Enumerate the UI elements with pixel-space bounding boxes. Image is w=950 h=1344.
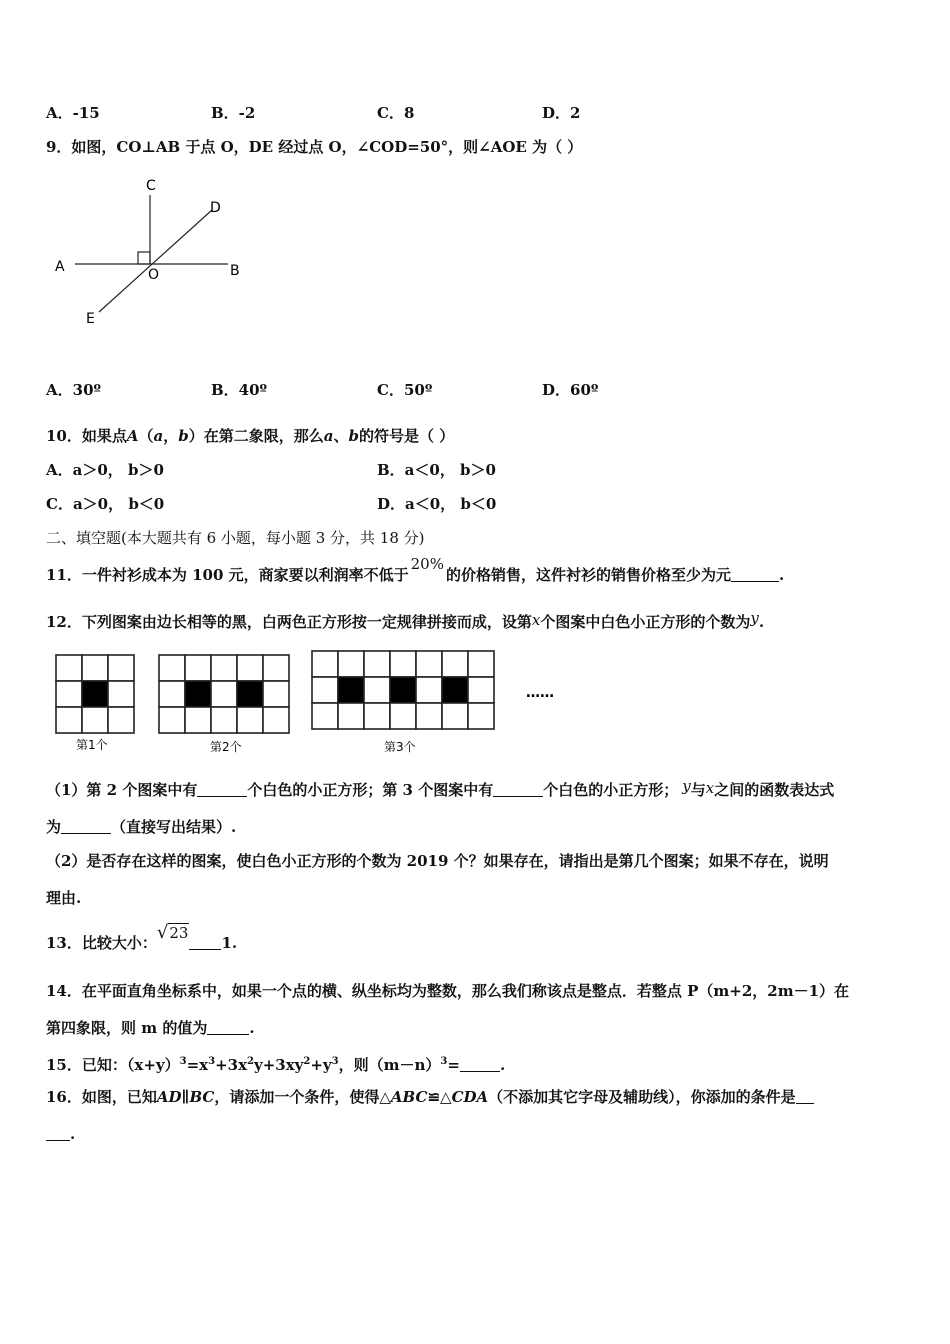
q14-blank	[207, 1020, 249, 1035]
black-square	[82, 681, 108, 707]
white-square	[390, 703, 416, 729]
white-square	[338, 651, 364, 677]
q8-option-c: C．8	[377, 104, 415, 122]
q16-line2: .	[46, 1124, 75, 1144]
q9-stem: 9．如图，CO⊥AB 于点 O，DE 经过点 O，∠COD=50°，则∠AOE 为（ ）	[46, 138, 583, 156]
black-square	[338, 677, 364, 703]
white-square	[263, 681, 289, 707]
white-square	[185, 707, 211, 733]
q14-line1: 14．在平面直角坐标系中，如果一个点的横、纵坐标均为整数，那么我们称该点是整点．若整点 P（m+2，2m－1）在	[46, 982, 850, 1000]
white-square	[211, 707, 237, 733]
q12-part2-line1: （2）是否存在这样的图案，使白色小正方形的个数为 2019 个？如果存在，请指出是第几个图案；如果不存在，说明	[46, 852, 829, 870]
white-square	[312, 677, 338, 703]
white-square	[442, 703, 468, 729]
white-square	[390, 651, 416, 677]
white-square	[468, 651, 494, 677]
line-de	[99, 210, 212, 312]
white-square	[237, 655, 263, 681]
white-square	[237, 707, 263, 733]
q10-option-a: A．a＞0， b＞0	[46, 461, 164, 479]
white-square	[56, 655, 82, 681]
q9-option-b: B．40º	[211, 381, 268, 399]
q15-stem: 15．已知：$(x+y)^3=x^3+3x^2y+3xy^2+y^3$，则$(m-n)^3=$ .	[46, 1056, 506, 1074]
white-square	[159, 681, 185, 707]
q9-figure	[50, 175, 260, 330]
continuation-dots: ……	[526, 685, 554, 701]
white-square	[56, 681, 82, 707]
label-c: C	[146, 178, 156, 194]
white-square	[312, 651, 338, 677]
black-square	[390, 677, 416, 703]
q9-option-d: D．60º	[542, 381, 599, 399]
pattern-2	[159, 655, 289, 733]
white-square	[416, 677, 442, 703]
pattern-3	[312, 651, 494, 729]
section-title: 二、填空题(本大题共有 6 小题，每小题 3 分，共 18 分)	[46, 529, 425, 547]
black-square	[442, 677, 468, 703]
white-square	[468, 677, 494, 703]
white-square	[263, 707, 289, 733]
q12-blank-3	[61, 819, 111, 834]
q12-part1-line2: 为 （直接写出结果）.	[46, 818, 237, 836]
q13-sqrt: √23	[156, 922, 189, 943]
q12-pattern-figure	[50, 647, 570, 757]
q13-stem: 13．比较大小：√231.	[46, 922, 238, 952]
q11-stem: 11．一件衬衫成本为 100 元，商家要以利润率不低于20%的价格销售，这件衬衫的销售价格至少为元 .	[46, 555, 785, 584]
white-square	[159, 655, 185, 681]
q11-blank	[731, 567, 779, 582]
white-square	[108, 655, 134, 681]
right-angle-mark	[138, 252, 150, 264]
white-square	[338, 703, 364, 729]
white-square	[364, 651, 390, 677]
q10-option-b: B．a＜0， b＞0	[377, 461, 496, 479]
q12-blank-1	[197, 782, 247, 797]
q16-blank-b	[46, 1126, 70, 1141]
white-square	[185, 655, 211, 681]
q8-option-d: D．2	[542, 104, 581, 122]
pattern-group	[56, 651, 494, 733]
q8-option-a: A．-15	[46, 104, 100, 122]
white-square	[364, 677, 390, 703]
black-square	[237, 681, 263, 707]
white-square	[263, 655, 289, 681]
white-square	[312, 703, 338, 729]
q10-stem: 10．如果点A（a，b）在第二象限，那么a、b的符号是（ ）	[46, 427, 455, 445]
label-b: B	[230, 263, 240, 279]
white-square	[468, 703, 494, 729]
q10-option-d: D．a＜0， b＜0	[377, 495, 497, 513]
q12-stem: 12．下列图案由边长相等的黑，白两色正方形按一定规律拼接而成，设第x个图案中白色小正方形的个数为y.	[46, 609, 765, 631]
q12-part1-line1: （1）第 2 个图案中有 个白色的小正方形；第 3 个图案中有 个白色的小正方形； y与x之间的函数表达式	[46, 777, 835, 799]
label-o: O	[148, 267, 160, 283]
white-square	[416, 703, 442, 729]
q16-blank-a	[796, 1089, 814, 1104]
caption-3: 第3个	[384, 740, 416, 754]
q12-part2-line2: 理由.	[46, 889, 82, 907]
black-square	[185, 681, 211, 707]
label-e: E	[86, 311, 95, 327]
white-square	[211, 655, 237, 681]
q16-line1: 16．如图，已知AD∥BC，请添加一个条件，使得△ABC≌△CDA（不添加其它字母及辅助线），你添加的条件是	[46, 1087, 814, 1107]
q13-blank	[189, 935, 221, 950]
white-square	[108, 681, 134, 707]
q8-option-b: B．-2	[211, 104, 256, 122]
white-square	[211, 681, 237, 707]
white-square	[442, 651, 468, 677]
white-square	[159, 707, 185, 733]
q9-option-a: A．30º	[46, 381, 102, 399]
caption-1: 第1个	[76, 738, 108, 752]
pattern-1	[56, 655, 134, 733]
white-square	[82, 707, 108, 733]
white-square	[56, 707, 82, 733]
white-square	[416, 651, 442, 677]
white-square	[108, 707, 134, 733]
q10-option-c: C．a＞0， b＜0	[46, 495, 165, 513]
q9-option-c: C．50º	[377, 381, 433, 399]
q15-blank	[460, 1057, 500, 1072]
q11-percent: 20%	[410, 555, 444, 573]
label-a: A	[55, 259, 65, 275]
white-square	[364, 703, 390, 729]
q14-line2: 第四象限，则 m 的值为 .	[46, 1019, 255, 1037]
white-square	[82, 655, 108, 681]
caption-2: 第2个	[210, 740, 242, 754]
q12-blank-2	[493, 782, 543, 797]
label-d: D	[210, 200, 221, 216]
